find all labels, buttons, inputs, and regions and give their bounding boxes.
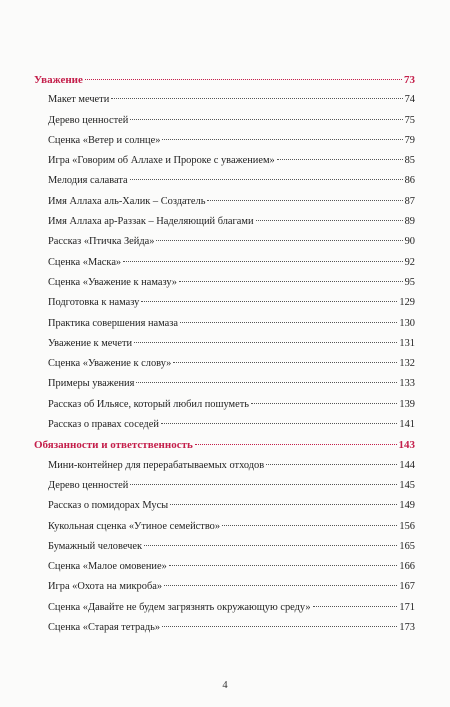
toc-entry[interactable] (34, 253, 415, 273)
toc-entry[interactable] (34, 293, 415, 313)
entry-page: 90 (404, 236, 415, 248)
entry-title: Сценка «Давайте не будем загрязнять окружающую среду» (48, 601, 311, 613)
entry-title: Кукольная сценка «Утиное семейство» (48, 520, 221, 532)
entry-title: Уважение к мечети (48, 337, 133, 349)
entry-title: Мини-контейнер для перерабатываемых отходов (48, 459, 265, 471)
entry-title: Сценка «Старая тетрадь» (48, 622, 161, 634)
dot-leader (256, 220, 403, 221)
dot-leader (134, 342, 397, 343)
dot-leader (144, 545, 397, 546)
toc-section-heading[interactable] (34, 70, 415, 90)
entry-page: 139 (399, 398, 415, 410)
dot-leader (195, 444, 397, 445)
table-of-contents (34, 70, 415, 638)
dot-leader (313, 606, 398, 607)
section-title: Уважение (34, 74, 83, 86)
toc-entry[interactable] (34, 415, 415, 435)
section-page: 143 (398, 439, 415, 452)
dot-leader (123, 261, 402, 262)
entry-page: 85 (404, 155, 415, 167)
toc-entry[interactable] (34, 395, 415, 415)
entry-title: Рассказ о правах соседей (48, 419, 159, 431)
toc-entry[interactable] (34, 496, 415, 516)
section-page: 73 (404, 74, 415, 86)
entry-title: Сценка «Маска» (48, 256, 122, 268)
entry-page: 141 (399, 419, 415, 431)
entry-title: Макет мечети (48, 94, 110, 106)
dot-leader (130, 484, 397, 485)
toc-entry[interactable] (34, 273, 415, 293)
toc-entry[interactable] (34, 618, 415, 638)
toc-entry[interactable] (34, 314, 415, 334)
dot-leader (136, 382, 397, 383)
toc-entry[interactable] (34, 334, 415, 354)
entry-page: 92 (404, 256, 415, 268)
entry-title: Рассказ «Птичка Зейда» (48, 236, 155, 248)
dot-leader (207, 200, 402, 201)
entry-page: 165 (399, 540, 415, 552)
entry-title: Примеры уважения (48, 378, 135, 390)
dot-leader (141, 301, 397, 302)
entry-title: Сценка «Уважение к намазу» (48, 276, 177, 288)
entry-title: Практика совершения намаза (48, 317, 178, 329)
toc-entry[interactable] (34, 557, 415, 577)
toc-entry[interactable] (34, 577, 415, 597)
toc-entry[interactable] (34, 374, 415, 394)
entry-page: 79 (404, 134, 415, 146)
entry-title: Рассказ об Ильясе, который любил пошуметь (48, 398, 250, 410)
dot-leader (161, 423, 398, 424)
toc-entry[interactable] (34, 598, 415, 618)
dot-leader (277, 159, 403, 160)
dot-leader (111, 98, 402, 99)
entry-page: 173 (399, 622, 415, 634)
entry-page: 86 (404, 175, 415, 187)
toc-entry[interactable] (34, 151, 415, 171)
dot-leader (164, 585, 397, 586)
section-title: Обязанности и ответственность (34, 439, 193, 452)
entry-title: Имя Аллаха аль-Халик – Создатель (48, 195, 206, 207)
entry-title: Мелодия салавата (48, 175, 128, 187)
entry-title: Подготовка к намазу (48, 297, 140, 309)
entry-page: 166 (399, 561, 415, 573)
dot-leader (162, 626, 397, 627)
entry-page: 132 (399, 358, 415, 370)
entry-page: 75 (404, 114, 415, 126)
dot-leader (170, 504, 397, 505)
entry-page: 95 (404, 276, 415, 288)
entry-title: Дерево ценностей (48, 114, 129, 126)
entry-title: Бумажный человечек (48, 540, 143, 552)
dot-leader (130, 179, 403, 180)
dot-leader (130, 119, 402, 120)
dot-leader (162, 139, 402, 140)
entry-page: 171 (399, 601, 415, 613)
entry-page: 129 (399, 297, 415, 309)
toc-entry[interactable] (34, 537, 415, 557)
toc-entry[interactable] (34, 192, 415, 212)
entry-page: 167 (399, 581, 415, 593)
dot-leader (180, 322, 397, 323)
toc-section-heading[interactable] (34, 435, 415, 455)
dot-leader (179, 281, 403, 282)
toc-entry[interactable] (34, 354, 415, 374)
toc-entry[interactable] (34, 517, 415, 537)
entry-page: 145 (399, 479, 415, 491)
entry-page: 133 (399, 378, 415, 390)
entry-page: 130 (399, 317, 415, 329)
entry-title: Игра «Охота на микроба» (48, 581, 163, 593)
entry-page: 131 (399, 337, 415, 349)
entry-page: 87 (404, 195, 415, 207)
toc-entry[interactable] (34, 111, 415, 131)
toc-entry[interactable] (34, 456, 415, 476)
dot-leader (85, 79, 402, 80)
dot-leader (266, 464, 397, 465)
toc-entry[interactable] (34, 476, 415, 496)
dot-leader (156, 240, 402, 241)
dot-leader (251, 403, 397, 404)
toc-entry[interactable] (34, 232, 415, 252)
entry-title: Дерево ценностей (48, 479, 129, 491)
entry-title: Сценка «Уважение к слову» (48, 358, 172, 370)
entry-page: 89 (404, 216, 415, 228)
entry-page: 149 (399, 500, 415, 512)
toc-entry[interactable] (34, 90, 415, 110)
dot-leader (169, 565, 398, 566)
entry-title: Сценка «Малое омовение» (48, 561, 167, 573)
entry-title: Рассказ о помидорах Мусы (48, 500, 169, 512)
entry-page: 156 (399, 520, 415, 532)
toc-entry[interactable] (34, 212, 415, 232)
entry-page: 144 (399, 459, 415, 471)
dot-leader (173, 362, 397, 363)
toc-entry[interactable] (34, 131, 415, 151)
entry-title: Игра «Говорим об Аллахе и Пророке с уважением» (48, 155, 275, 167)
dot-leader (222, 525, 397, 526)
entry-title: Сценка «Ветер и солнце» (48, 134, 161, 146)
entry-page: 74 (404, 94, 415, 106)
page-number: 4 (222, 680, 228, 691)
toc-entry[interactable] (34, 171, 415, 191)
entry-title: Имя Аллаха ар-Раззак – Наделяющий благами (48, 216, 254, 228)
